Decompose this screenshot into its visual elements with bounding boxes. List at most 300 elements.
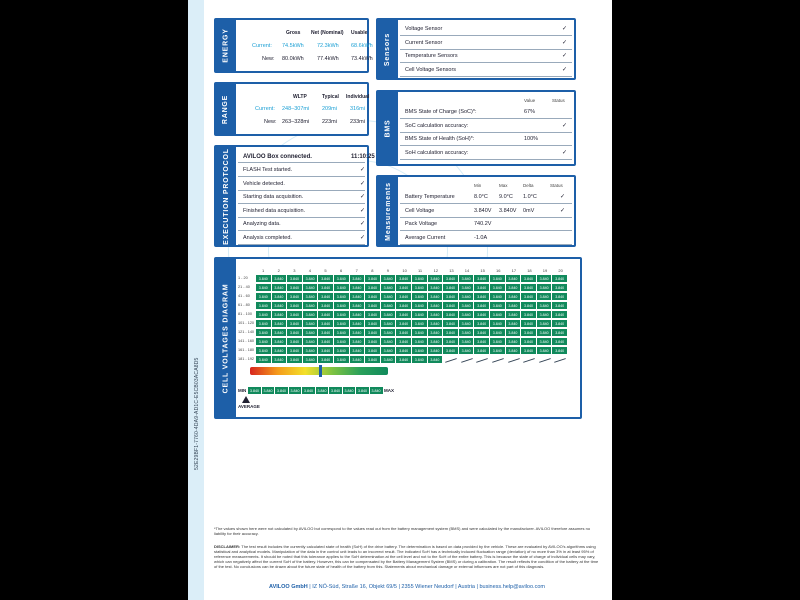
cell-voltage: 3.840 [443,347,458,354]
cell-voltage: 3.840 [365,293,380,300]
protocol-item: FLASH Test started. [243,167,293,173]
cell-voltage: 3.840 [506,347,521,354]
cell-voltage: 3.840 [474,347,489,354]
cell-voltage: 3.840 [381,311,396,318]
cell-voltage: 3.840 [490,329,505,336]
check-icon: ✓ [562,53,568,59]
cell-voltage: 3.840 [272,311,287,318]
cell-voltage: 3.840 [521,320,536,327]
cell-voltage: 3.840 [443,338,458,345]
cell-voltage: 3.840 [396,320,411,327]
cell-voltage: 3.840 [303,284,318,291]
cell-voltage: 3.840 [272,293,287,300]
cell-voltage: 3.840 [318,329,333,336]
max-label: MAX [384,388,394,393]
cell-voltage: 3.840 [537,347,552,354]
company-footer: AVILOO GmbH | IZ NÖ-Süd, Straße 16, Objekt 69/5 | 2355 Wiener Neudorf | Austria | business.help@aviloo.com [269,584,545,590]
cell-voltage: 3.840 [318,275,333,282]
cell-voltage: 3.840 [350,311,365,318]
meas-head-max: Max [499,183,508,188]
cell-voltage: 3.840 [287,356,302,363]
measurement-value: 8.0°C [474,194,488,200]
cell-voltage: 3.840 [256,329,271,336]
row-range-label: 121 - 140 [238,330,255,334]
row-range-label: 141 - 160 [238,339,255,343]
cell-voltage: 3.840 [334,293,349,300]
cell-voltage: 3.840 [552,284,567,291]
cell-voltage: 3.840 [381,356,396,363]
cell-voltage: 3.840 [537,284,552,291]
cell-voltage: 3.840 [272,302,287,309]
check-icon: ✓ [360,194,366,200]
protocol-item: Vehicle detected. [243,180,285,187]
cell-voltage: 3.840 [303,338,318,345]
scale-cell: 3.840 [317,388,327,393]
scale-cell: 3.840 [263,388,273,393]
cell-voltage: 3.840 [381,320,396,327]
cell-voltage: 3.840 [474,284,489,291]
cell-voltage: 3.840 [350,338,365,345]
protocol-item: Analyzing data. [243,221,281,227]
cell-voltage: 3.840 [521,347,536,354]
cell-voltage: 3.840 [318,356,333,363]
range-new-individual: 233mi [350,119,365,125]
cell-voltage: 3.840 [490,311,505,318]
check-icon: ✓ [360,221,366,227]
cell-voltage: 3.840 [474,338,489,345]
cell-voltage: 3.840 [459,302,474,309]
cell-voltage: 3.840 [350,275,365,282]
cell-voltage: 3.840 [287,284,302,291]
cell-voltage: 3.840 [490,338,505,345]
cell-voltage: 3.840 [428,284,443,291]
empty-cell-mark [445,358,456,363]
sensors-tab: Sensors [378,20,398,78]
column-number: 17 [511,268,517,273]
row-divider [400,159,572,160]
cell-voltage: 3.840 [490,347,505,354]
cell-voltage: 3.840 [537,275,552,282]
bms-row-value: 100% [524,136,539,142]
range-current-wltp: 248–307mi [282,106,310,112]
row-divider [238,244,365,245]
cell-voltage: 3.840 [459,320,474,327]
empty-cell-mark [555,358,566,363]
row-divider [238,217,365,218]
scale-cell: 3.840 [277,388,286,393]
cell-voltage: 3.840 [490,284,505,291]
range-current-label: Current: [255,106,275,112]
cell-voltage: 3.840 [334,329,349,336]
cell-voltage: 3.840 [521,293,536,300]
cell-voltage: 3.840 [287,329,302,336]
row-range-label: 81 - 100 [238,312,252,316]
cell-voltage: 3.840 [381,275,396,282]
cell-voltage: 3.840 [256,347,271,354]
cell-voltage: 3.840 [365,320,380,327]
sensor-item: Current Sensor [405,39,443,46]
cell-voltage: 3.840 [396,275,411,282]
min-label: MIN [238,388,247,393]
bms-row-value: 67% [524,109,536,115]
cell-voltage: 3.840 [303,302,318,309]
column-number: 19 [542,268,548,273]
measurement-label: Battery Temperature [405,194,455,200]
cell-voltage: 3.840 [474,320,489,327]
meas-head-min: Min [474,183,482,188]
cell-voltage: 3.840 [287,311,302,318]
cell-voltage: 3.840 [490,302,505,309]
cell-voltage: 3.840 [552,320,567,327]
cell-voltage: 3.840 [474,302,489,309]
cell-voltage: 3.840 [318,320,333,327]
cell-voltage: 3.840 [334,311,349,318]
cell-voltage: 3.840 [443,329,458,336]
cell-voltage: 3.840 [318,293,333,300]
cell-voltage: 3.840 [256,275,271,282]
energy-current-net: 72.3kWh [317,43,339,49]
row-divider [400,118,572,119]
check-icon: ✓ [560,207,566,214]
energy-head-gross: Gross [286,30,301,36]
bms-row-label: SoH calculation accuracy: [405,149,469,156]
cell-voltage: 3.840 [443,320,458,327]
column-number: 11 [418,268,423,273]
cell-voltage: 3.840 [334,275,349,282]
energy-new-label: New: [262,56,275,62]
cell-voltage: 3.840 [428,329,443,336]
document-id: 52E29BF1-7760-4DA9-AD1C-E5CB03ACA8D5 [194,357,200,470]
cell-voltages-panel [214,257,582,419]
column-number: 7 [355,268,358,273]
check-icon: ✓ [562,39,568,46]
cell-voltage: 3.840 [459,338,474,345]
range-current-typical: 209mi [322,106,337,112]
cell-voltage: 3.840 [428,347,443,354]
footnote: *The values shown here were not calculated by AVILOO but correspond to the values read out from the battery management system (BMS) and were calculated by the manufacturer. AVILOO therefore assumes no liability for their accuracy. [214,526,591,536]
cell-voltage: 3.840 [396,356,411,363]
row-range-label: 61 - 80 [238,303,250,307]
average-pointer-icon [242,396,250,403]
measurement-value: -1.0A [474,234,488,241]
measurement-label: Average Current [405,234,446,241]
cell-voltage: 3.840 [365,275,380,282]
cell-voltage: 3.840 [334,302,349,309]
scale-cell: 3.840 [371,388,381,393]
cell-voltage: 3.840 [303,347,318,354]
sensors-panel [376,18,576,80]
cell-voltage: 3.840 [537,302,552,309]
bms-head-status: Status [552,98,565,103]
row-range-label: 1 - 20 [238,276,248,280]
row-range-label: 101 - 120 [238,321,255,325]
cell-voltage: 3.840 [412,293,427,300]
column-number: 2 [277,268,280,273]
average-marker [319,365,322,377]
cell-voltage: 3.840 [506,329,521,336]
bms-tab: BMS [378,92,398,164]
sensor-item: Voltage Sensor [405,26,443,32]
cell-voltage: 3.840 [396,302,411,309]
cell-voltage: 3.840 [506,311,521,318]
cell-voltage: 3.840 [334,356,349,363]
measurement-value: 1.0°C [523,194,537,200]
cell-voltage: 3.840 [459,293,474,300]
cell-voltage: 3.840 [256,302,271,309]
cell-voltage: 3.840 [287,347,302,354]
cell-voltage: 3.840 [334,320,349,327]
cell-voltage: 3.840 [256,320,271,327]
cell-voltage: 3.840 [428,302,443,309]
range-head-wltp: WLTP [293,94,307,100]
protocol-item: Finished data acquisition. [243,207,306,214]
cell-voltage: 3.840 [552,311,567,318]
cell-voltage: 3.840 [272,275,287,282]
cell-voltage: 3.840 [365,356,380,363]
protocol-time: 11:10:25 [351,154,375,160]
measurement-value: 740.2V [474,221,492,227]
cell-voltage: 3.840 [537,311,552,318]
cell-voltage: 3.840 [490,320,505,327]
cell-voltage: 3.840 [412,284,427,291]
measurements-tab: Measurements [378,177,398,245]
cell-voltage: 3.840 [490,293,505,300]
cell-voltage: 3.840 [412,338,427,345]
cell-voltage: 3.840 [287,338,302,345]
cell-voltage: 3.840 [381,338,396,345]
protocol-item: Starting data acquisition. [243,194,304,200]
column-number: 10 [402,268,407,273]
row-divider [400,145,572,146]
cell-voltage: 3.840 [443,311,458,318]
row-divider [400,132,572,133]
column-number: 5 [324,268,327,273]
energy-new-usable: 73.4kWh [351,56,373,62]
row-divider [400,217,572,218]
cell-voltage: 3.840 [318,311,333,318]
row-divider [400,230,572,231]
check-icon: ✓ [562,122,568,129]
cell-voltage: 3.840 [287,275,302,282]
cell-voltage: 3.840 [474,311,489,318]
energy-head-net: Net (Nominal) [311,30,344,36]
check-icon: ✓ [562,66,568,73]
range-new-label: New: [264,119,277,125]
energy-new-gross: 80.0kWh [282,56,304,62]
cell-voltage: 3.840 [552,329,567,336]
column-number: 14 [464,268,470,273]
cell-voltage: 3.840 [552,293,567,300]
cell-voltage: 3.840 [537,320,552,327]
cell-voltage: 3.840 [474,275,489,282]
row-divider [400,76,572,77]
cell-voltages-tab: CELL VOLTAGES DIAGRAM [216,259,236,417]
cell-voltage: 3.840 [521,311,536,318]
column-number: 13 [449,268,454,273]
cell-voltage: 3.840 [350,293,365,300]
cell-voltage: 3.840 [506,293,521,300]
meas-head-delta: Delta [523,183,534,188]
column-number: 16 [496,268,501,273]
cell-voltage: 3.840 [396,329,411,336]
row-range-label: 41 - 60 [238,294,250,298]
cell-voltage: 3.840 [396,347,411,354]
cell-voltage: 3.840 [552,347,567,354]
cell-voltage: 3.840 [272,356,287,363]
cell-voltage: 3.840 [412,302,427,309]
cell-voltage: 3.840 [318,347,333,354]
cell-voltage: 3.840 [287,320,302,327]
cell-voltage: 3.840 [428,356,443,363]
empty-cell-mark [477,358,488,363]
column-number: 6 [340,268,343,273]
row-range-label: 181 - 192 [238,357,255,361]
energy-tab: ENERGY [216,20,236,71]
cell-voltage: 3.840 [256,338,271,345]
cell-voltage: 3.840 [381,284,396,291]
energy-current-label: Current: [252,43,272,49]
cell-voltage: 3.840 [365,302,380,309]
cell-voltage: 3.840 [459,329,474,336]
row-divider [400,35,572,36]
cell-voltage: 3.840 [552,338,567,345]
cell-voltage: 3.840 [412,311,427,318]
report-page [188,0,612,600]
cell-voltage: 3.840 [287,293,302,300]
column-number: 15 [480,268,485,273]
cell-voltage: 3.840 [443,293,458,300]
sensor-item: Temperature Sensors [405,53,458,59]
check-icon: ✓ [360,234,366,241]
cell-voltage: 3.840 [396,338,411,345]
cell-voltage: 3.840 [256,293,271,300]
scale-cell: 3.840 [344,388,354,393]
range-head-typical: Typical [322,94,339,100]
column-number: 8 [371,268,374,273]
empty-cell-mark [461,358,472,363]
cell-voltage: 3.840 [521,338,536,345]
energy-new-net: 77.4kWh [317,56,339,62]
cell-voltage: 3.840 [350,320,365,327]
row-divider [400,244,572,245]
column-number: 1 [262,268,265,273]
range-new-wltp: 263–328mi [282,119,310,125]
cell-voltage: 3.840 [272,338,287,345]
row-divider [238,230,365,231]
row-divider [400,62,572,63]
check-icon: ✓ [562,149,568,156]
cell-voltage: 3.840 [521,329,536,336]
energy-current-gross: 74.5kWh [282,43,304,49]
cell-voltage: 3.840 [303,311,318,318]
energy-head-usable: Usable [351,30,368,36]
cell-voltage: 3.840 [537,338,552,345]
measurement-value: 3.840V [474,207,492,214]
cell-voltage: 3.840 [365,284,380,291]
cell-voltage: 3.840 [381,329,396,336]
cell-voltage: 3.840 [552,275,567,282]
measurement-value: 3.840V [499,207,517,214]
scale-cell: 3.840 [290,388,300,393]
protocol-tab: EXECUTION PROTOCOL [216,147,236,245]
cell-voltage: 3.840 [506,338,521,345]
row-divider [238,190,365,191]
range-panel [214,82,369,136]
range-new-typical: 223mi [322,119,337,125]
cell-voltage: 3.840 [474,293,489,300]
column-number: 4 [308,268,312,273]
cell-voltage: 3.840 [334,347,349,354]
scale-cell: 3.840 [250,388,259,393]
cell-voltage: 3.840 [428,338,443,345]
cell-voltage: 3.840 [272,320,287,327]
cell-voltage: 3.840 [365,329,380,336]
measurement-label: Cell Voltage [405,207,435,214]
disclaimer: DISCLAIMER: The test result includes the currently calculated state of health (SoH) of the drive battery. The determination is based on data provided by the vehicle. These are evaluated by AVILOO's algorithms using statistical and analytical models. Manipulation of the data in the control unit leads to an incorrect result. The indicated SoH has a technically induced fluctuation range (deviation) of no more than 3% in at least 95% of reference measurements. It should be noted that this tolerance applies to the SoH determination at the cell level and not to the SoH of the entire battery. This is because the state of charge of individual cells may vary, which can negatively affect the current SoH of the battery. However, this can be compensated by the Battery Management System (BMS) or during a calibration. The result reflects the condition of the battery at the time of the test. No conclusions can be drawn about the future state of health of the battery from this. Statements about mechanical damage or external influences are not part of this diagnosis. [214,544,599,569]
cell-voltage: 3.840 [521,275,536,282]
cell-voltage: 3.840 [412,320,427,327]
cell-voltage: 3.840 [318,284,333,291]
cell-voltage: 3.840 [256,356,271,363]
row-range-label: 161 - 180 [238,348,255,352]
check-icon: ✓ [560,194,566,200]
cell-voltage: 3.840 [334,284,349,291]
cell-voltage: 3.840 [396,284,411,291]
column-number: 12 [433,268,439,273]
cell-voltage: 3.840 [474,329,489,336]
check-icon: ✓ [562,26,568,32]
cell-voltage: 3.840 [521,284,536,291]
cell-voltage: 3.840 [506,284,521,291]
cell-voltage: 3.840 [506,302,521,309]
side-stripe [188,0,204,600]
empty-cell-mark [492,358,503,363]
protocol-divider [238,162,365,163]
empty-cell-mark [523,358,534,363]
empty-cell-mark [508,358,519,363]
check-icon: ✓ [360,167,366,173]
cell-voltage: 3.840 [443,275,458,282]
cell-voltage: 3.840 [459,284,474,291]
cell-voltage: 3.840 [412,356,427,363]
cell-voltage: 3.840 [428,311,443,318]
cell-voltage: 3.840 [537,329,552,336]
range-tab: RANGE [216,84,236,134]
meas-head-status: Status [550,183,563,188]
cell-voltage: 3.840 [459,311,474,318]
bms-head-value: Value [524,98,536,103]
cell-voltage: 3.840 [303,329,318,336]
protocol-item: Analysis completed. [243,234,292,241]
cell-voltage: 3.840 [303,320,318,327]
cell-voltage: 3.840 [396,311,411,318]
column-number: 9 [386,268,390,273]
cell-voltage: 3.840 [272,347,287,354]
scale-cell: 3.840 [304,388,313,393]
cell-voltage: 3.840 [428,293,443,300]
protocol-panel [214,145,375,247]
sensors-list [400,20,572,78]
average-label: AVERAGE [238,404,260,409]
cell-voltage: 3.840 [303,275,318,282]
row-range-label: 21 - 40 [238,285,250,289]
measurement-label: Pack Voltage [405,221,438,227]
row-divider [238,176,365,177]
cell-voltage: 3.840 [412,347,427,354]
cell-voltage: 3.840 [412,329,427,336]
cell-voltage: 3.840 [303,293,318,300]
check-icon: ✓ [360,207,366,214]
